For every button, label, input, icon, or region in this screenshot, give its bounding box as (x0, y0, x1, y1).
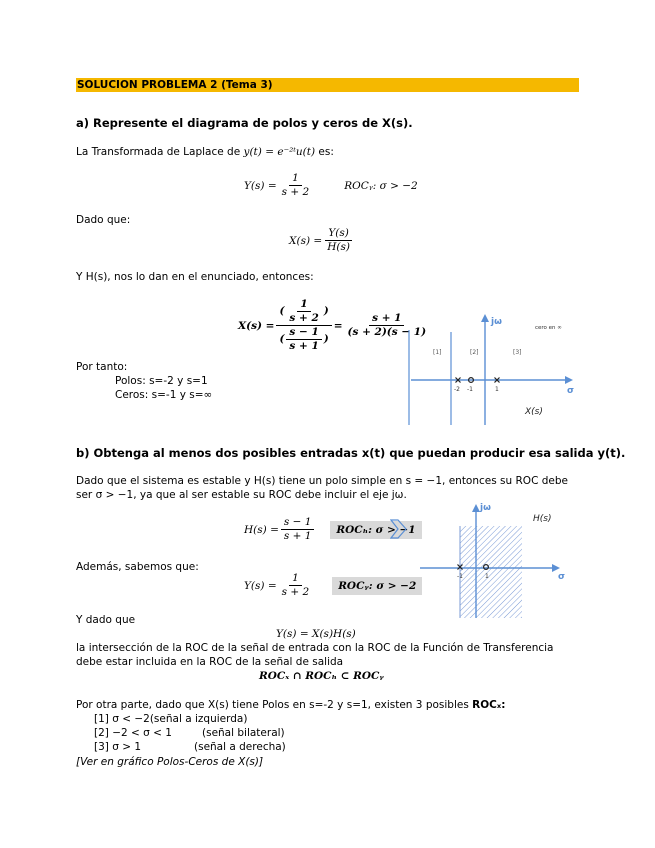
option-1-cond: [1] σ < −2 (94, 713, 150, 725)
eq-big-d1-num: s − 1 (286, 326, 321, 340)
option-1-desc: (señal a izquierda) (149, 713, 248, 725)
option-3-cond: [3] σ > 1 (94, 741, 142, 753)
diagram-x-caption: X(s) (525, 407, 543, 417)
otra-parte (76, 699, 505, 712)
ademas: Además, sabemos que: (76, 561, 199, 573)
eq-y-transform-2 (244, 572, 422, 599)
tick-h-1: 1 (485, 573, 489, 580)
laplace-intro-expr: y(t) = e⁻²ᵗu(t) (243, 146, 316, 158)
eq-x-full (238, 298, 431, 353)
h-given-text: Y H(s), nos lo dan en el enunciado, entonces: (76, 271, 314, 283)
ceros-line: Ceros: s=-1 y s=∞ (115, 389, 213, 401)
option-3 (94, 741, 286, 754)
eq-x-den: H(s) (327, 241, 350, 253)
eq-y2-num: 1 (289, 572, 302, 586)
eq-big-lhs: X(s) = (238, 319, 275, 332)
eq-y-lhs: Y(s) = (244, 179, 277, 192)
eq-big-top-frac (286, 298, 321, 325)
option-2 (94, 727, 285, 740)
sigma-label-2: σ (558, 572, 566, 582)
eq-y-transform (244, 172, 418, 199)
y-dado-que: Y dado que (76, 614, 136, 626)
eq-h-num: s − 1 (281, 516, 315, 530)
eq-y-num: 1 (289, 172, 302, 186)
eq-y-roc: ROCᵧ: σ > −2 (344, 179, 418, 192)
eq-big-n1-num: 1 (297, 298, 310, 312)
eq-big-top: ( $\frac{1}{s + 2}$ ) (276, 298, 331, 326)
dado-que: Dado que: (76, 214, 131, 226)
eq-convolution: Y(s) = X(s)H(s) (276, 628, 356, 640)
laplace-intro-end: es: (318, 146, 334, 158)
pole-zero-diagram-x (405, 310, 580, 430)
jw-label: jω (491, 317, 502, 327)
stability-line-2: ser σ > −1, ya que al ser estable su ROC debe incluir el eje jω. (76, 489, 407, 501)
zero-infinity-label: cero en ∞ (535, 325, 562, 331)
jw-label-2: jω (480, 503, 491, 513)
eq-big-left-frac (276, 298, 331, 353)
por-tanto: Por tanto: (76, 361, 128, 373)
jw-axis-2-arrow (472, 504, 480, 512)
part-a-heading: a) Represente el diagrama de polos y ceros de X(s). (76, 116, 413, 130)
eq-x-fraction (324, 227, 353, 254)
otra-parte-rocx: ROCₓ: (472, 699, 506, 711)
eq-y2-den: s + 2 (281, 586, 310, 598)
ver-grafico-note: [Ver en gráfico Polos-Ceros de X(s)] (76, 756, 264, 768)
option-2-desc: (señal bilateral) (202, 727, 285, 739)
laplace-intro-text: La Transformada de Laplace de (76, 146, 241, 158)
jw-axis-arrow (481, 314, 489, 322)
option-1 (94, 713, 247, 726)
eq-h-den: s + 1 (283, 530, 312, 542)
intersection-line-1: la intersección de la ROC de la señal de entrada con la ROC de la Función de Transferencia (76, 642, 554, 654)
intersection-line-2: debe estar incluida en la ROC de la señal de salida (76, 656, 344, 668)
roc-h-hatched-region (460, 526, 522, 618)
eq-x-ratio (289, 227, 355, 254)
sigma-label: σ (567, 386, 575, 396)
diagram-h-caption: H(s) (533, 514, 552, 524)
laplace-intro (76, 146, 334, 159)
tick-minus2: -2 (454, 386, 460, 393)
region-2-label: [2] (470, 349, 479, 356)
otra-parte-text: Por otra parte, dado que X(s) tiene Polos en s=-2 y s=1, existen 3 posibles (76, 699, 469, 711)
pole-zero-diagram-h (420, 498, 570, 620)
eq-big-r-num: s + 1 (369, 312, 404, 326)
eq-y2-fraction (279, 572, 313, 599)
tick-minus1: -1 (467, 386, 473, 393)
tick-1: 1 (495, 386, 499, 393)
eq-y2-lhs: Y(s) = (244, 579, 277, 592)
eq-big-equals: = (333, 319, 343, 332)
polos-line: Polos: s=-2 y s=1 (115, 375, 208, 387)
eq-big-r-den: (s + 2)(s − 1) (347, 326, 427, 338)
page-title: SOLUCION PROBLEMA 2 (Tema 3) (76, 78, 579, 92)
eq-y2-roc-box: ROCᵧ: σ > −2 (332, 577, 422, 595)
region-3-label: [3] (513, 349, 522, 356)
eq-x-lhs: X(s) = (289, 234, 323, 247)
eq-h-fraction (281, 516, 315, 543)
sigma-axis-arrow (565, 376, 573, 384)
tick-h-minus1: -1 (457, 573, 463, 580)
eq-h-lhs: H(s) = (244, 523, 279, 536)
eq-big-bottom: ( $\frac{s - 1}{s + 1}$ ) (279, 326, 329, 352)
eq-h-roc-box: ROCₕ: σ > −1 (330, 521, 421, 539)
eq-intersection: ROCₓ ∩ ROCₕ ⊂ ROCᵧ (259, 670, 384, 682)
eq-y-den: s + 2 (281, 186, 310, 198)
eq-big-bottom-frac (286, 326, 321, 353)
eq-x-num: Y(s) (325, 227, 352, 241)
option-2-cond: [2] −2 < σ < 1 (94, 727, 172, 739)
region-1-label: [1] (433, 349, 442, 356)
part-b-heading: b) Obtenga al menos dos posibles entradas x(t) que puedan producir esa salida y(t). (76, 446, 626, 460)
eq-big-d1-den: s + 1 (289, 340, 319, 352)
sigma-axis-2-arrow (552, 564, 560, 572)
stability-line-1: Dado que el sistema es estable y H(s) tiene un polo simple en s = −1, entonces su ROC debe (76, 475, 568, 487)
eq-big-n1-den: s + 2 (289, 312, 319, 324)
option-3-desc: (señal a derecha) (194, 741, 286, 753)
eq-y-fraction (279, 172, 313, 199)
arrow-pointer-icon (390, 518, 408, 540)
